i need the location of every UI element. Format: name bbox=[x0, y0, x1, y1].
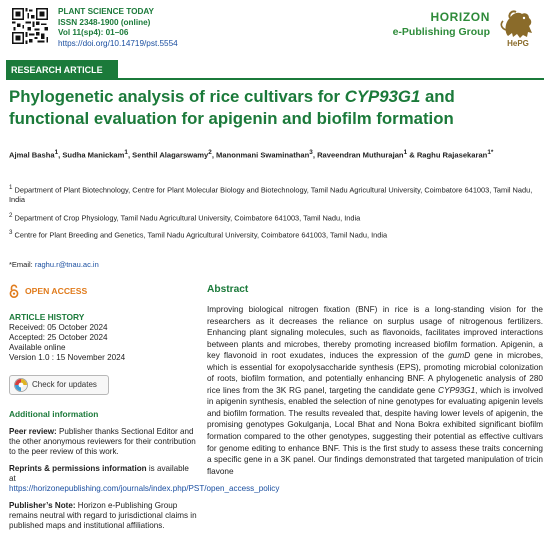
article-type-bar bbox=[0, 60, 550, 80]
open-access-badge bbox=[9, 284, 197, 298]
publisher-name bbox=[382, 10, 490, 39]
affiliation-text: Department of Plant Biotechnology, Centre for Plant Molecular Biology and Biotechnology, Tamil Nadu Agricultural University, Coimbatore 641003, Tamil Nadu, India bbox=[9, 185, 533, 205]
author-affiliation: 2 bbox=[208, 149, 212, 156]
publisher-note-text: Horizon e-Publishing Group remains neutral with regard to jurisdictional claims in published maps and institutional affiliations. bbox=[9, 501, 197, 530]
author-affiliation: 1 bbox=[54, 149, 59, 156]
title-part1: Phylogenetic analysis of rice cultivars for bbox=[9, 87, 345, 106]
author: Senthil Alagarswamy bbox=[132, 150, 209, 160]
affiliation-text: Department of Crop Physiology, Tamil Nadu Agricultural University, Coimbatore 641003, Tamil Nadu, India bbox=[14, 213, 361, 223]
author: Raghu Rajasekaran bbox=[416, 150, 488, 160]
peer-review-note bbox=[9, 427, 197, 457]
abstract-body bbox=[207, 304, 543, 477]
abstract-gene: CYP93G1 bbox=[438, 385, 476, 395]
article-history bbox=[9, 312, 197, 363]
abstract-text: Improving biological nitrogen fixation (BNF) in rice is a long-standing vision for the researchers as it decreases the reliance on surplus usage of nitrogenous fertilizers. Enhancing plant signaling molecules, such as flavonoids, facilitates improved interactions between plants and microbes, thereby promoting increased biofilm formation. Apigenin, a key flavonoid in root exudates, induces the expression of the bbox=[207, 305, 543, 361]
journal-volume: Vol 11(sp4): 01–06 bbox=[58, 28, 129, 38]
accepted-date: Accepted: 25 October 2024 bbox=[9, 333, 108, 342]
publisher-note-label: Publisher’s Note: bbox=[9, 501, 76, 510]
author: Manonmani Swaminathan bbox=[216, 150, 310, 160]
title-part2: and functional evaluation for apigenin and biofilm formation bbox=[9, 87, 455, 128]
affiliation-number: 1 bbox=[9, 184, 13, 191]
doi-link[interactable]: https://doi.org/10.14719/pst.5554 bbox=[58, 38, 178, 48]
peer-review-text: Publisher thanks Sectional Editor and the other anonymous reviewers for their contribution to the peer review of this work. bbox=[9, 427, 196, 456]
publisher-note bbox=[9, 501, 197, 531]
author-affiliation: 1 bbox=[403, 149, 408, 156]
affiliation bbox=[9, 228, 549, 240]
abstract-text: , which is involved in apigenin synthesis, enabled the selection of nine genotypes for evaluating apigenin levels and biofilm formation. The results revealed that, despite having lower levels of apigenin, the promising genotypes Gokulganja, Local Bhat and Nona Bokra exhibited significant biofilm formation compared to the other genotypes, suggesting their potential as effective cultivars for genome editing to enhance BNF. This is the first study to assess these traits concerning a specific gene in a 3K panel. Our findings demonstrated that targeted manipulation of tricin flavone bbox=[207, 385, 543, 476]
corresponding-email bbox=[9, 260, 99, 269]
version-date: Version 1.0 : 15 November 2024 bbox=[9, 353, 126, 362]
reprints-note bbox=[9, 464, 280, 494]
abstract-heading: Abstract bbox=[207, 284, 249, 295]
qr-code bbox=[12, 8, 48, 44]
article-type-label: RESEARCH ARTICLE bbox=[6, 60, 118, 80]
open-lock-icon bbox=[9, 284, 19, 298]
author: Raveendran Muthurajan bbox=[317, 150, 404, 160]
email-label: *Email: bbox=[9, 260, 35, 269]
open-access-label: OPEN ACCESS bbox=[25, 286, 88, 296]
check-for-updates-label: Check for updates bbox=[32, 380, 97, 389]
journal-info bbox=[58, 7, 178, 49]
publisher-line1: HORIZON bbox=[430, 10, 490, 24]
affiliation bbox=[9, 183, 549, 205]
email-link[interactable]: raghu.r@tnau.ac.in bbox=[34, 260, 99, 269]
publisher-line2: e-Publishing Group bbox=[392, 26, 490, 38]
affiliation-number: 2 bbox=[9, 212, 13, 219]
author-affiliation: 1* bbox=[487, 149, 494, 156]
journal-header bbox=[0, 0, 550, 58]
author-list: Ajmal Basha$^1$, Sudha Manickam$^1$, Senthil Alagarswamy$^2$, Manonmani Swaminathan$^3$, Raveendran Muthurajan$^1$ & Raghu Rajasekaran$^{1*}$ bbox=[9, 149, 494, 160]
hepg-lion-logo bbox=[498, 6, 538, 48]
open-access-policy-link[interactable]: https://horizonepublishing.com/journals/index.php/PST/open_access_policy bbox=[9, 484, 280, 493]
article-type-divider bbox=[118, 78, 544, 80]
article-title bbox=[9, 86, 529, 130]
affiliation-text: Centre for Plant Breeding and Genetics, Tamil Nadu Agricultural University, Coimbatore 641003, Tamil Nadu, India bbox=[14, 230, 388, 240]
journal-name: PLANT SCIENCE TODAY bbox=[58, 7, 154, 16]
affiliation-number: 3 bbox=[9, 229, 13, 236]
reprints-text: is available at bbox=[9, 464, 189, 483]
author: Sudha Manickam bbox=[62, 150, 125, 160]
crossmark-icon bbox=[14, 378, 28, 392]
affiliation bbox=[9, 211, 549, 223]
additional-info-heading: Additional information bbox=[9, 409, 99, 419]
journal-issn: ISSN 2348-1900 (online) bbox=[58, 17, 151, 27]
abstract-text: gene in microbes, which is essential for exopolysaccharide synthesis (EPS), promoting microbial colonization of roots, biofilm formation, and potentially enhancing BNF. A phylogenetic analysis of 280 rice lines from the 3K RG panel, targeting the candidate gene bbox=[207, 351, 543, 395]
reprints-label: Reprints & permissions information bbox=[9, 464, 147, 473]
author-affiliation: 3 bbox=[309, 149, 313, 156]
author-affiliation: 1 bbox=[124, 149, 128, 156]
check-for-updates-button[interactable] bbox=[9, 375, 109, 395]
author: Ajmal Basha bbox=[9, 150, 55, 160]
available-online: Available online bbox=[9, 343, 66, 352]
history-heading: ARTICLE HISTORY bbox=[9, 312, 85, 322]
abstract-gene: gumD bbox=[448, 351, 471, 361]
peer-review-label: Peer review: bbox=[9, 427, 57, 436]
received-date: Received: 05 October 2024 bbox=[9, 323, 108, 332]
title-gene: CYP93G1 bbox=[344, 87, 421, 106]
logo-text: HePG bbox=[507, 39, 529, 48]
